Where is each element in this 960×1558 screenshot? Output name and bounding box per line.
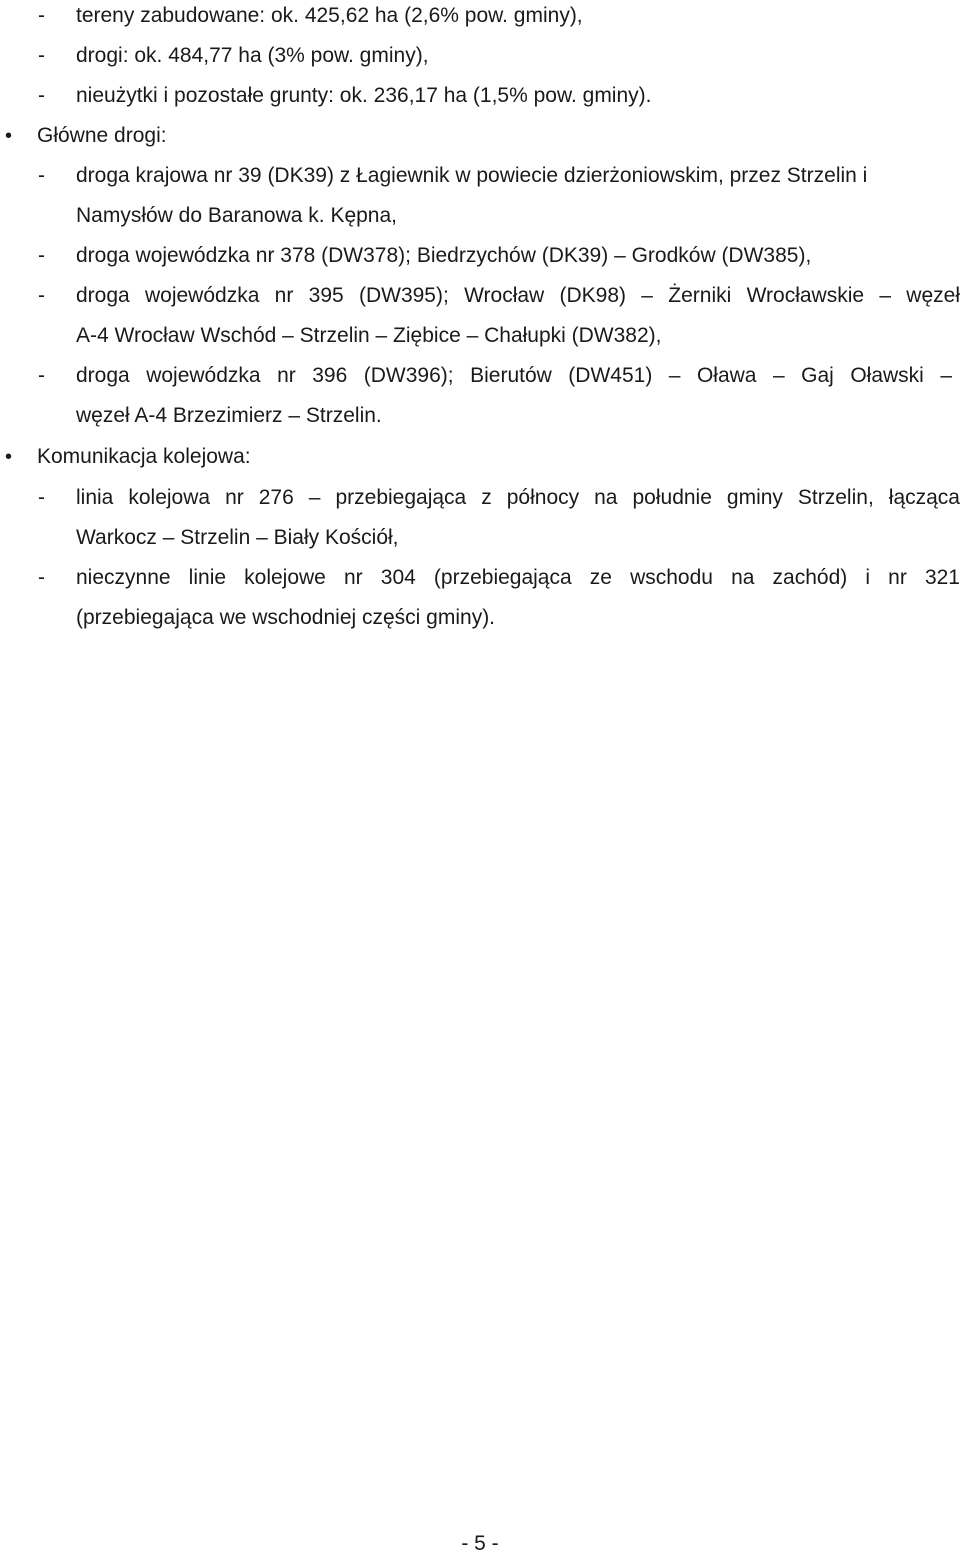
- rail-item-line: linia kolejowa nr 276 – przebiegająca z północy na południe gminy Strzelin, łącząca: [76, 486, 960, 509]
- dash-marker: -: [38, 244, 45, 267]
- road-item-line: droga krajowa nr 39 (DK39) z Łagiewnik w powiecie dzierżoniowskim, przez Strzelin i: [76, 164, 868, 187]
- dash-marker: -: [38, 486, 45, 509]
- dash-marker: -: [38, 566, 45, 589]
- land-use-text: drogi: ok. 484,77 ha (3% pow. gminy),: [76, 44, 429, 67]
- land-use-text: tereny zabudowane: ok. 425,62 ha (2,6% pow. gminy),: [76, 4, 583, 27]
- dash-marker: -: [38, 284, 45, 307]
- bullet-marker: •: [5, 446, 13, 468]
- rail-item-line: Warkocz – Strzelin – Biały Kościół,: [76, 526, 399, 549]
- dash-marker: -: [38, 44, 45, 67]
- dash-marker: -: [38, 364, 45, 387]
- rail-item-line: nieczynne linie kolejowe nr 304 (przebiegająca ze wschodu na zachód) i nr 321: [76, 566, 960, 589]
- road-item-line: A-4 Wrocław Wschód – Strzelin – Ziębice – Chałupki (DW382),: [76, 324, 662, 347]
- road-item-line: droga wojewódzka nr 396 (DW396); Bierutów (DW451) – Oława – Gaj Oławski –: [76, 364, 952, 387]
- bullet-marker: •: [5, 125, 13, 147]
- dash-marker: -: [38, 84, 45, 107]
- roads-heading-text: Główne drogi:: [37, 124, 167, 147]
- road-item-line: węzeł A-4 Brzezimierz – Strzelin.: [76, 404, 382, 427]
- road-item-line: droga wojewódzka nr 395 (DW395); Wrocław (DK98) – Żerniki Wrocławskie – węzeł: [76, 284, 960, 307]
- land-use-text: nieużytki i pozostałe grunty: ok. 236,17 ha (1,5% pow. gminy).: [76, 84, 652, 107]
- dash-marker: -: [38, 164, 45, 187]
- rail-item-line: (przebiegająca we wschodniej części gminy).: [76, 606, 496, 629]
- road-item-line: droga wojewódzka nr 378 (DW378); Biedrzychów (DK39) – Grodków (DW385),: [76, 244, 812, 267]
- road-item-line: Namysłów do Baranowa k. Kępna,: [76, 204, 397, 227]
- rail-heading-text: Komunikacja kolejowa:: [37, 445, 251, 468]
- dash-marker: -: [38, 4, 45, 27]
- page-number: - 5 -: [461, 1532, 499, 1555]
